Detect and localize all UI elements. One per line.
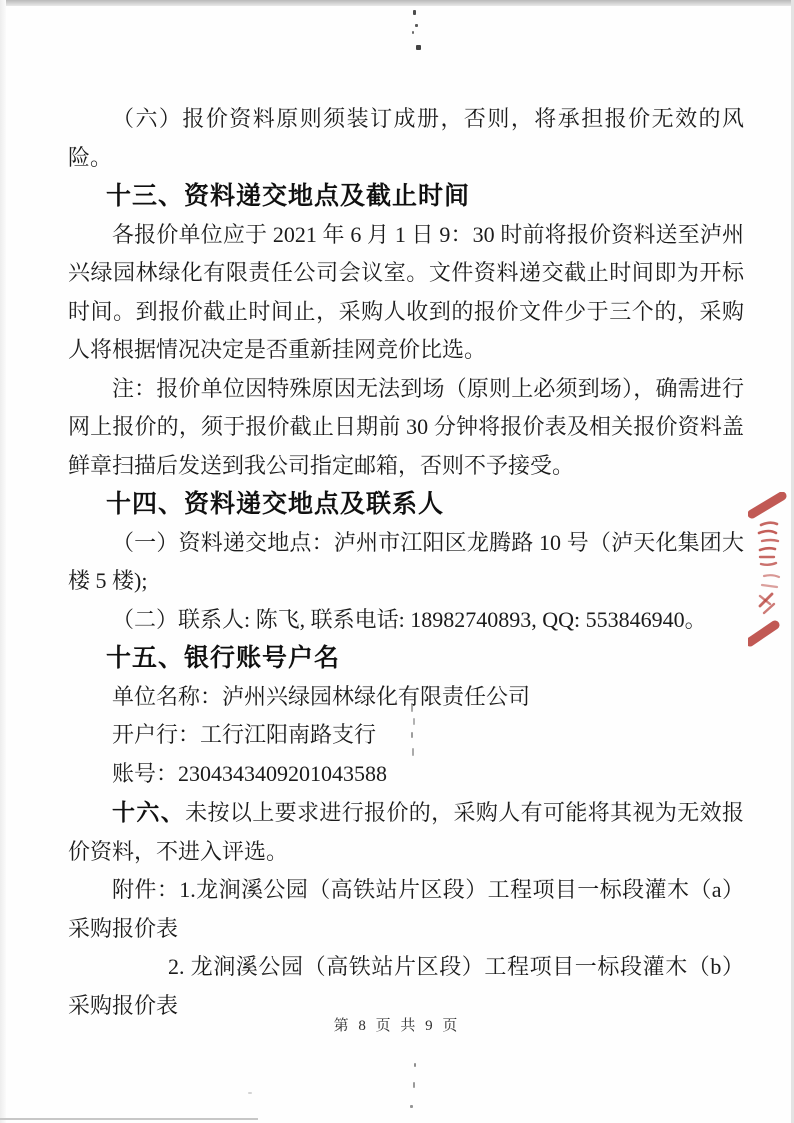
attachment-item-2: 2. 龙涧溪公园（高铁站片区段）工程项目一标段灌木（b）采购报价表 — [68, 954, 744, 1018]
page-number-footer: 第 8 页 共 9 页 — [333, 1018, 461, 1034]
scan-speck — [410, 1105, 413, 1108]
section-16-number: 十六、 — [112, 799, 186, 825]
clause-6-paragraph: （六）报价资料原则须装订成册，否则，将承担报价无效的风险。 — [68, 106, 744, 170]
section-13-paragraph: 各报价单位应于 2021 年 6 月 1 日 9：30 时前将报价资料送至泸州兴绿园林绿化有限责任公司会议室。文件资料递交截止时间即为开标时间。到报价截止时间止，采购人收到的报价文件少于三个的，采购人将根据情况决定是否重新挂网竞价比选。 — [68, 221, 744, 362]
scan-speck — [413, 1082, 415, 1088]
section-14-item-2: （二）联系人: 陈飞, 联系电话: 18982740893, QQ: 553846940。 — [112, 606, 707, 632]
scan-speck — [415, 24, 418, 27]
red-seal-stamp-fragment — [748, 492, 794, 652]
scan-edge-bottom-line — [0, 1118, 258, 1120]
section-16-paragraph — [68, 793, 744, 871]
bank-account-name: 单位名称：泸州兴绿园林绿化有限责任公司 — [112, 683, 531, 709]
scan-speck — [412, 31, 414, 34]
scan-edge-top — [0, 0, 794, 6]
section-13-heading: 十三、资料递交地点及截止时间 — [106, 182, 471, 210]
scan-edge-left — [0, 0, 6, 1123]
attachment-item-1: 附件：1.龙涧溪公园（高铁站片区段）工程项目一标段灌木（a）采购报价表 — [68, 877, 744, 941]
scan-speck — [414, 1063, 416, 1067]
scan-speck — [416, 45, 421, 50]
bank-account-number: 账号：2304343409201043588 — [112, 760, 388, 786]
section-14-item-1: （一）资料递交地点：泸州市江阳区龙腾路 10 号（泸天化集团大楼 5 楼); — [68, 529, 744, 593]
scan-speck — [413, 10, 416, 15]
section-13-note: 注：报价单位因特殊原因无法到场（原则上必须到场），确需进行网上报价的，须于报价截止日期前 30 分钟将报价表及相关报价资料盖鲜章扫描后发送到我公司指定邮箱，否则不予接受。 — [68, 375, 744, 478]
bank-branch: 开户行：工行江阳南路支行 — [112, 722, 377, 747]
section-16-text: 未按以上要求进行报价的，采购人有可能将其视为无效报价资料，不进入评选。 — [68, 800, 744, 864]
section-15-heading: 十五、银行账号户名 — [106, 644, 341, 672]
section-14-heading: 十四、资料递交地点及联系人 — [106, 490, 445, 518]
document-body — [68, 100, 744, 1025]
scan-speck — [248, 1092, 252, 1094]
